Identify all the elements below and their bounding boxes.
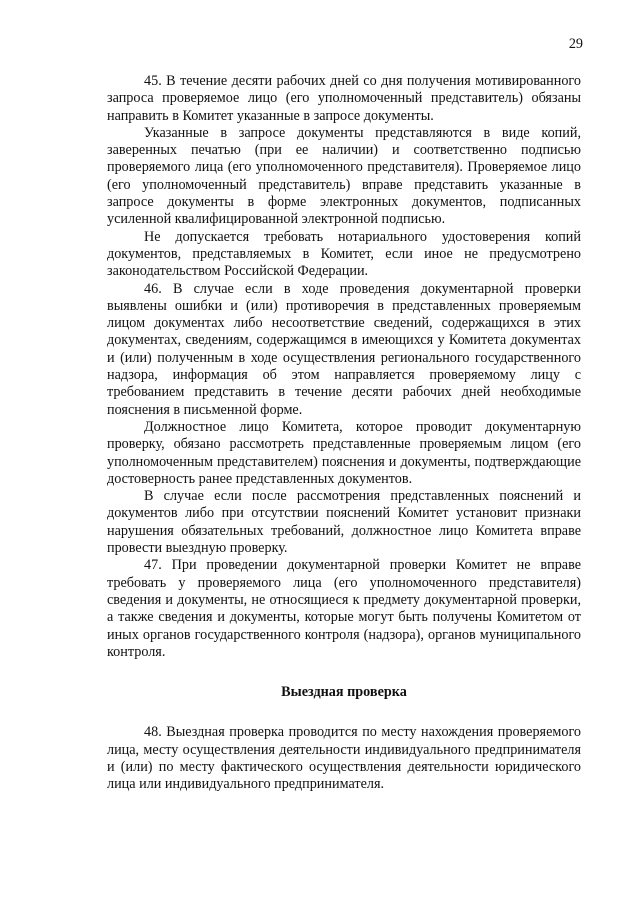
paragraph-official-review: Должностное лицо Комитета, которое проводит документарную проверку, обязано рассмотреть представленные проверяемым лицом (его уполномоченным представителем) пояснения и документы, подтверждающие достоверность ранее представленных документов.	[107, 418, 581, 487]
paragraph-notary: Не допускается требовать нотариального удостоверения копий документов, представляемых в Комитет, если иное не предусмотрено законодательством Российской Федерации.	[107, 228, 581, 280]
paragraph-48: 48. Выездная проверка проводится по месту нахождения проверяемого лица, месту осуществления деятельности индивидуального предпринимателя и (или) по месту фактического осуществления деятельности юридического лица или индивидуального предпринимателя.	[107, 724, 581, 793]
document-body	[107, 73, 581, 794]
paragraph-onsite-trigger: В случае если после рассмотрения представленных пояснений и документов либо при отсутствии пояснений Комитет установит признаки нарушения обязательных требований, должностное лицо Комитета вправе провести выездную проверку.	[107, 488, 581, 557]
paragraph-47: 47. При проведении документарной проверки Комитет не вправе требовать у проверяемого лица (его уполномоченного представителя) сведения и документы, не относящиеся к предмету документарной проверки, а также сведения и документы, которые могут быть получены Комитетом от иных органов государственного контроля (надзора), органов муниципального контроля.	[107, 557, 581, 660]
paragraphs-after-heading	[107, 724, 581, 793]
section-heading: Выездная проверка	[281, 684, 407, 701]
paragraph-documents-copies: Указанные в запросе документы представляются в виде копий, заверенных печатью (при ее наличии) и соответственно подписью проверяемого лица (его уполномоченного представителя). Проверяемое лицо (его уполномоченный представитель) вправе представить указанные в запросе документы в форме электронных документов, подписанных усиленной квалифицированной электронной подписью.	[107, 124, 581, 228]
page-number: 29	[568, 36, 583, 52]
paragraphs-before-heading	[107, 73, 581, 661]
paragraph-46: 46. В случае если в ходе проведения документарной проверки выявлены ошибки и (или) противоречия в представленных проверяемым лицом документах либо несоответствие сведений, содержащихся в этих документах, сведениям, содержащимся в имеющихся у Комитета документах и (или) полученным в ходе осуществления регионального государственного надзора, информация об этом направляется проверяемому лицу с требованием представить в течение десяти рабочих дней необходимые пояснения в письменной форме.	[107, 280, 581, 418]
paragraph-45: 45. В течение десяти рабочих дней со дня получения мотивированного запроса проверяемое лицо (его уполномоченный представитель) обязаны направить в Комитет указанные в запросе документы.	[107, 73, 581, 124]
